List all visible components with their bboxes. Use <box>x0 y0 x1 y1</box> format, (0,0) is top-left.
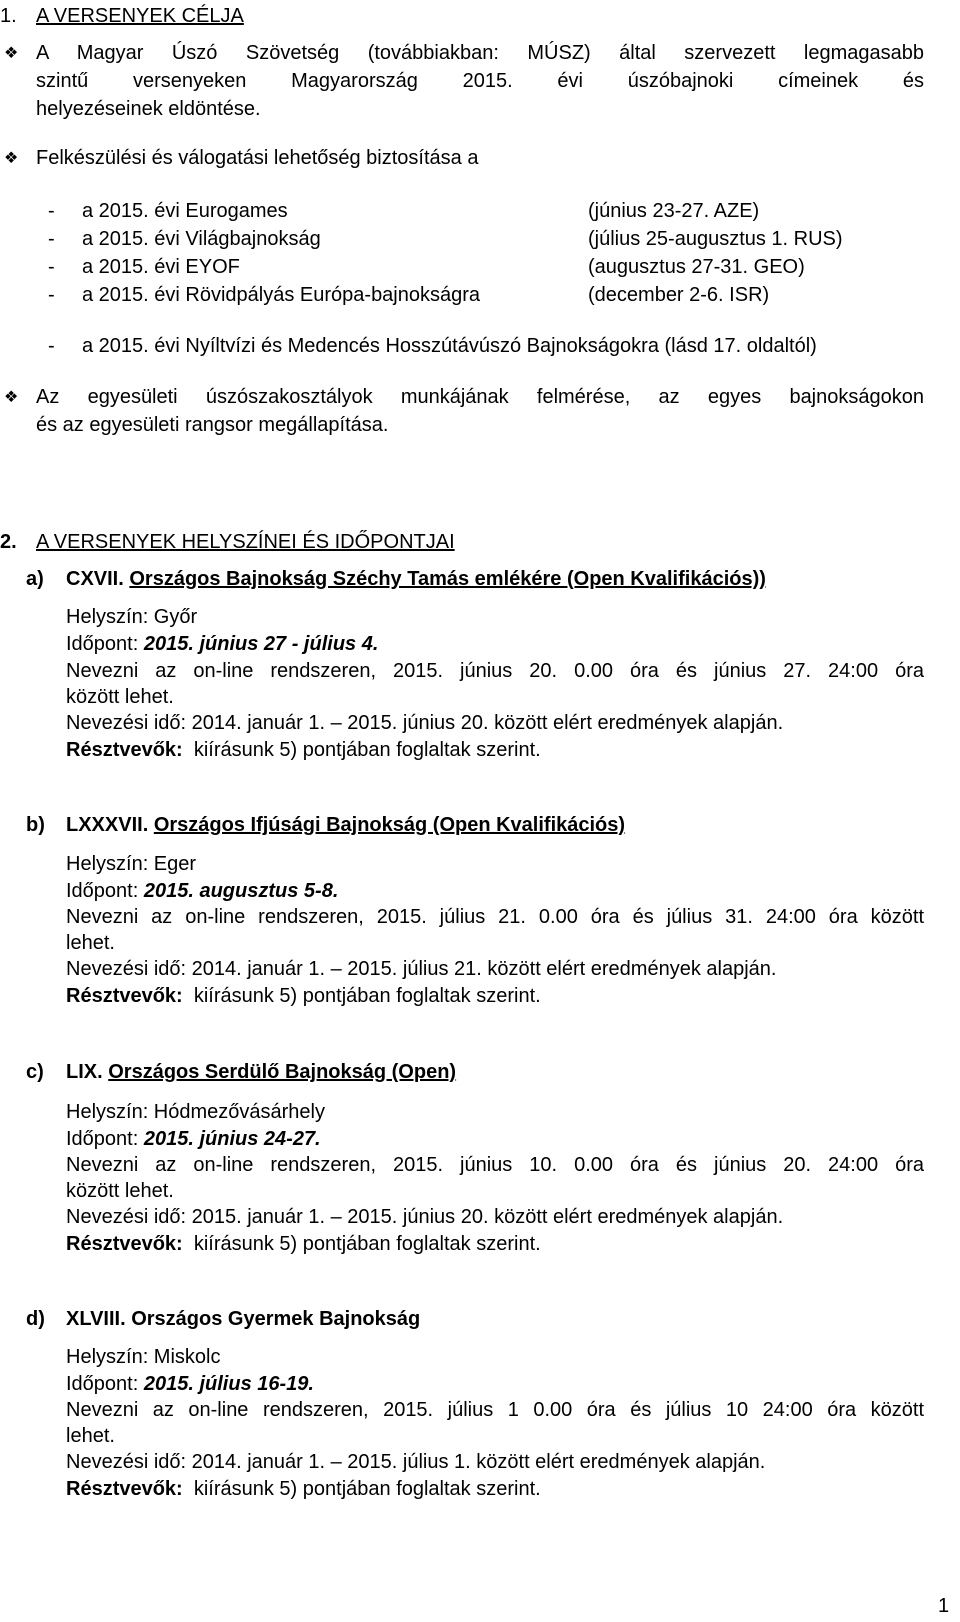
section1-number: 1. <box>0 5 17 27</box>
list-dash: - <box>48 335 55 357</box>
championship-heading: LXXXVII. Országos Ifjúsági Bajnokság (Open Kvalifikációs) <box>66 814 626 836</box>
time: Időpont: 2015. június 24-27. <box>66 1128 321 1150</box>
championship-heading: LIX. Országos Serdülő Bajnokság (Open) <box>66 1061 457 1083</box>
championship-heading: CXVII. Országos Bajnokság Széchy Tamás emlékére (Open Kvalifikációs)) <box>66 568 766 590</box>
entry-line2: között lehet. <box>66 686 174 708</box>
entry-line1: Nevezni az on-line rendszeren, 2015. június 20. 0.00 óra és június 27. 24:00 óra <box>66 660 924 682</box>
bullet-diamond-icon: ❖ <box>4 389 19 406</box>
event-name: a 2015. évi Nyíltvízi és Medencés Hosszútávúszó Bajnokságokra (lásd 17. oldaltól) <box>82 335 817 357</box>
list-dash: - <box>48 200 55 222</box>
event-date: (június 23-27. AZE) <box>588 200 760 222</box>
event-name: a 2015. évi Rövidpályás Európa-bajnokságra <box>82 284 481 306</box>
participants: Résztvevők: kiírásunk 5) pontjában foglaltak szerint. <box>66 1233 541 1255</box>
page-number: 1 <box>938 1595 950 1617</box>
championship-letter: c) <box>26 1061 44 1083</box>
entry-line2: lehet. <box>66 1425 115 1447</box>
time: Időpont: 2015. július 16-19. <box>66 1373 314 1395</box>
championship-letter: a) <box>26 568 44 590</box>
entry-line1: Nevezni az on-line rendszeren, 2015. július 21. 0.00 óra és július 31. 24:00 óra között <box>66 906 924 928</box>
bullet3-line2: és az egyesületi rangsor megállapítása. <box>36 414 389 436</box>
event-name: a 2015. évi Világbajnokság <box>82 228 321 250</box>
section2-number: 2. <box>0 531 17 553</box>
time: Időpont: 2015. augusztus 5-8. <box>66 880 339 902</box>
list-dash: - <box>48 256 55 278</box>
venue: Helyszín: Miskolc <box>66 1346 221 1368</box>
bullet1-line3: helyezéseinek eldöntése. <box>36 98 261 120</box>
bullet-diamond-icon: ❖ <box>4 45 19 62</box>
bullet-diamond-icon: ❖ <box>4 150 19 167</box>
venue: Helyszín: Győr <box>66 606 198 628</box>
championship-heading: XLVIII. Országos Gyermek Bajnokság <box>66 1308 421 1330</box>
event-date: (december 2-6. ISR) <box>588 284 770 306</box>
bullet1-line1: A Magyar Úszó Szövetség (továbbiakban: MÚSZ) által szervezett legmagasabb <box>36 42 924 64</box>
entry-line2: között lehet. <box>66 1180 174 1202</box>
entry-line1: Nevezni az on-line rendszeren, 2015. június 10. 0.00 óra és június 20. 24:00 óra <box>66 1154 924 1176</box>
event-name: a 2015. évi EYOF <box>82 256 240 278</box>
championship-letter: b) <box>26 814 45 836</box>
entry-period: Nevezési idő: 2014. január 1. – 2015. június 20. között elért eredmények alapján. <box>66 712 784 734</box>
section2-heading: A VERSENYEK HELYSZÍNEI ÉS IDŐPONTJAI <box>36 531 455 553</box>
entry-line1: Nevezni az on-line rendszeren, 2015. július 1 0.00 óra és július 10 24:00 óra között <box>66 1399 924 1421</box>
event-date: (július 25-augusztus 1. RUS) <box>588 228 843 250</box>
participants: Résztvevők: kiírásunk 5) pontjában foglaltak szerint. <box>66 985 541 1007</box>
venue: Helyszín: Eger <box>66 853 197 875</box>
event-name: a 2015. évi Eurogames <box>82 200 288 222</box>
bullet2-text: Felkészülési és válogatási lehetőség biztosítása a <box>36 147 479 169</box>
championship-letter: d) <box>26 1308 45 1330</box>
bullet3-line1: Az egyesületi úszószakosztályok munkájának felmérése, az egyes bajnokságokon <box>36 386 924 408</box>
entry-line2: lehet. <box>66 932 115 954</box>
venue: Helyszín: Hódmezővásárhely <box>66 1101 325 1123</box>
event-date: (augusztus 27-31. GEO) <box>588 256 805 278</box>
list-dash: - <box>48 284 55 306</box>
participants: Résztvevők: kiírásunk 5) pontjában foglaltak szerint. <box>66 1478 541 1500</box>
list-dash: - <box>48 228 55 250</box>
bullet1-line2: szintű versenyeken Magyarország 2015. évi úszóbajnoki címeinek és <box>36 70 924 92</box>
entry-period: Nevezési idő: 2014. január 1. – 2015. július 1. között elért eredmények alapján. <box>66 1451 766 1473</box>
time: Időpont: 2015. június 27 - július 4. <box>66 633 379 655</box>
section1-heading: A VERSENYEK CÉLJA <box>36 5 244 27</box>
entry-period: Nevezési idő: 2014. január 1. – 2015. július 21. között elért eredmények alapján. <box>66 958 777 980</box>
participants: Résztvevők: kiírásunk 5) pontjában foglaltak szerint. <box>66 739 541 761</box>
entry-period: Nevezési idő: 2015. január 1. – 2015. június 20. között elért eredmények alapján. <box>66 1206 784 1228</box>
